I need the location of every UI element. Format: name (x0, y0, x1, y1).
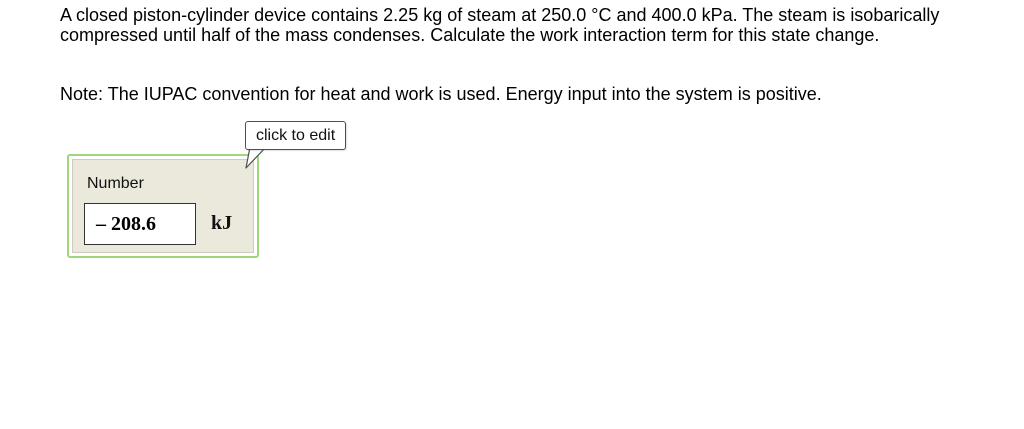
tooltip-tail-icon (244, 147, 269, 169)
answer-panel (72, 159, 254, 253)
question-text: A closed piston-cylinder device contains 2.25 kg of steam at 250.0 °C and 400.0 kPa. The steam is isobarically compressed until half of the mass condenses. Calculate the work interaction term for this state change. (60, 5, 940, 45)
unit-label: kJ (211, 212, 233, 234)
answer-value-field[interactable]: – 208.6 (84, 203, 196, 245)
sign-convention-note: Note: The IUPAC convention for heat and work is used. Energy input into the system is positive. (60, 84, 822, 104)
question-text-block (60, 6, 1010, 45)
click-to-edit-tooltip[interactable] (245, 121, 346, 150)
number-label: Number (87, 175, 144, 192)
answer-box (67, 154, 259, 258)
tooltip-label: click to edit (256, 127, 336, 144)
